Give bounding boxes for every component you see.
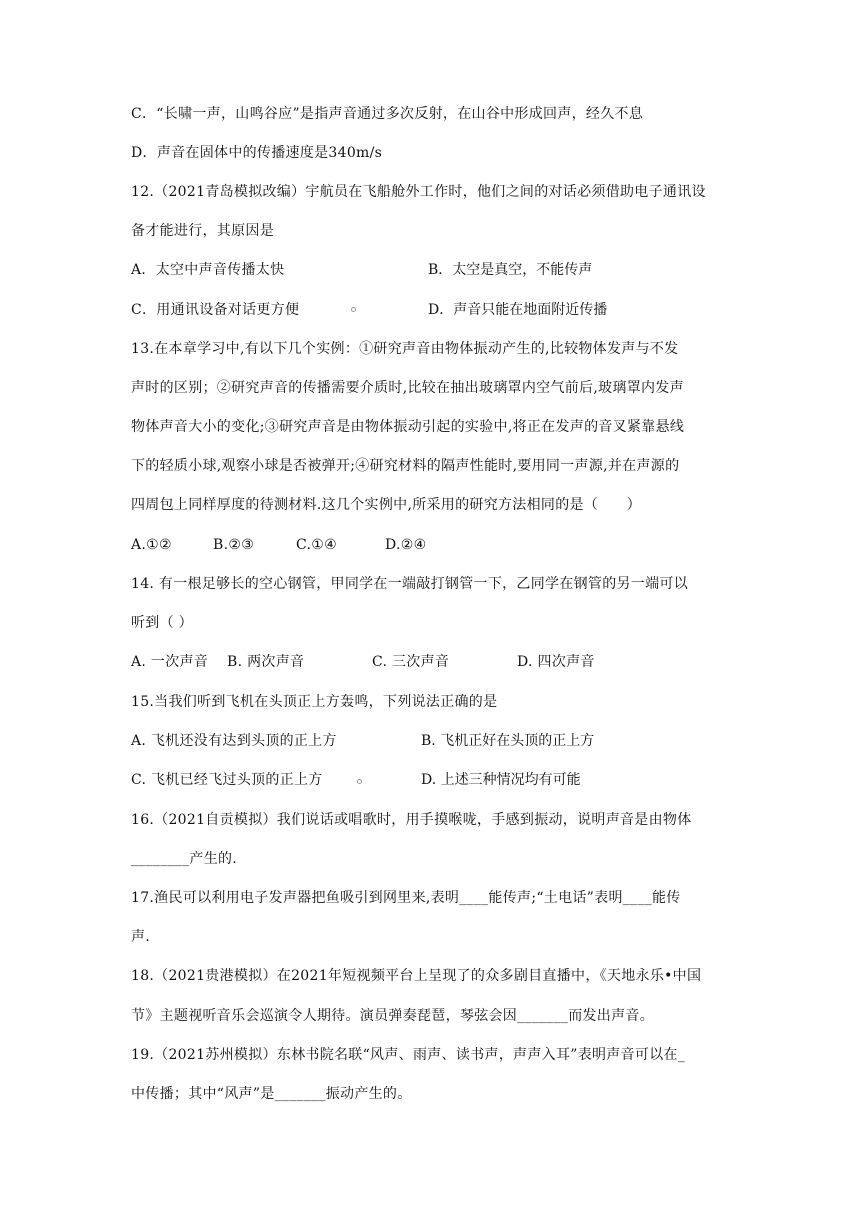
q14-stem-line1: 14. 有一根足够长的空心钢管，甲同学在一端敲打钢管一下，乙同学在钢管的另一端可以 [131,576,689,592]
q13-option-c: C.①④ [296,537,337,553]
q11-option-d: D．声音在固体中的传播速度是340m/s [131,145,383,161]
q11-option-c: C．“长啸一声，山鸣谷应”是指声音通过多次反射，在山谷中形成回声，经久不息 [131,106,644,122]
q18-stem-line2: 节》主题视听音乐会巡演令人期待。演员弹奏琵琶，琴弦会因_______而发出声音。 [131,1008,654,1024]
q12-option-d: D．声音只能在地面附近传播 [428,302,608,318]
q15-stem: 15.当我们听到飞机在头顶正上方轰鸣，下列说法正确的是 [131,694,498,710]
q16-stem-line1: 16.（2021自贡模拟）我们说话或唱歌时，用手摸喉咙，手感到振动，说明声音是由物体 [131,812,692,828]
q13-option-a: A.①② [131,537,172,553]
q12-option-a: A．太空中声音传播太快 [131,262,285,278]
q14-stem-line2: 听到（ ） [131,615,193,631]
q17-stem-line2: 声. [131,929,151,945]
q14-option-c: C. 三次声音 [372,654,450,670]
q16-stem-line2: ________产生的. [131,851,238,867]
q14-option-a: A. 一次声音 [131,654,209,670]
q15-option-b: B. 飞机正好在头顶的正上方 [421,733,595,749]
q14-option-d: D. 四次声音 [517,654,595,670]
stray-dot [357,779,362,784]
q19-stem-line2: 中传播；其中“风声”是_______振动产生的。 [131,1086,412,1102]
q13-stem-line4: 下的轻质小球,观察小球是否被弹开;④研究材料的隔声性能时,要用同一声源,并在声源的 [131,458,680,474]
q15-option-c: C. 飞机已经飞过头顶的正上方 [131,772,323,788]
stray-dot [351,307,356,312]
q12-option-c: C．用通讯设备对话更方便 [131,302,300,318]
q13-option-d: D.②④ [385,537,427,553]
q13-stem-line5: 四周包上同样厚度的待测材料.这几个实例中,所采用的研究方法相同的是（ ） [131,497,641,513]
q12-option-b: B．太空是真空，不能传声 [428,262,593,278]
q15-option-a: A. 飞机还没有达到头顶的正上方 [131,733,337,749]
q13-option-b: B.②③ [213,537,255,553]
q12-stem-line1: 12.（2021青岛模拟改编）宇航员在飞船舱外工作时，他们之间的对话必须借助电子通讯设 [131,184,706,200]
q18-stem-line1: 18.（2021贵港模拟）在2021年短视频平台上呈现了的众多剧目直播中，《天地永乐•中国 [131,968,702,984]
q19-stem-line1: 19.（2021苏州模拟）东林书院名联“风声、雨声、读书声，声声入耳”表明声音可以在_ [131,1047,686,1063]
q15-option-d: D. 上述三种情况均有可能 [421,772,581,788]
q13-stem-line3: 物体声音大小的变化;③研究声音是由物体振动引起的实验中,将正在发声的音叉紧靠悬线 [131,419,685,435]
q13-stem-line2: 声时的区别；②研究声音的传播需要介质时,比较在抽出玻璃罩内空气前后,玻璃罩内发声 [131,380,684,396]
q14-option-b: B. 两次声音 [227,654,305,670]
q12-stem-line2: 备才能进行，其原因是 [131,223,274,239]
q17-stem-line1: 17.渔民可以利用电子发声器把鱼吸引到网里来,表明____能传声;“土电话”表明____能传 [131,890,681,906]
q14-options [131,652,595,672]
q13-options [131,535,426,555]
q13-stem-line1: 13.在本章学习中,有以下几个实例：①研究声音由物体振动产生的,比较物体发声与不发 [131,341,679,357]
